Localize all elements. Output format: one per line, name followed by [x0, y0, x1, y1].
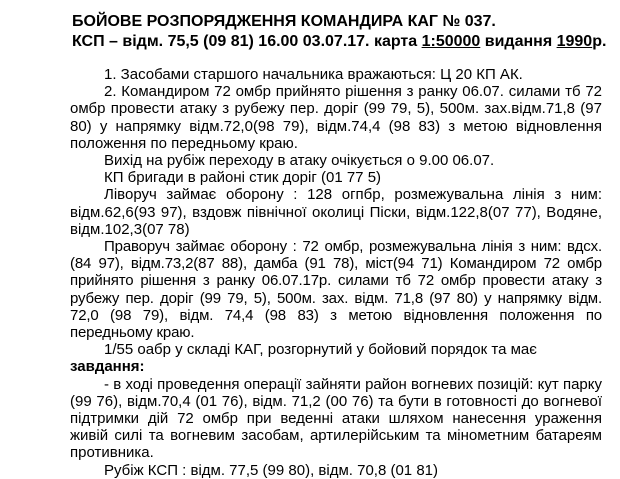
paragraph-9: - в ході проведення операції зайняти район вогневих позицій: кут парку (99 76), відм.70,4 (01 76), відм. 71,2 (00 76) та бути в готовності до вогневої підтримки дій 72 омбр при веденні атаки шляхом нанесення ураження живій силі та вогневим засобам, артилерійським та мінометним батареям противника.	[70, 375, 602, 462]
paragraph-7: 1/55 оабр у складі КАГ, розгорнутий у бойовий порядок та має	[104, 341, 537, 359]
header-subtitle	[72, 32, 607, 52]
paragraph-8: завдання:	[70, 358, 145, 376]
header-map-scale: 1:50000	[421, 33, 481, 50]
paragraph-1: 1. Засобами старшого начальника вражаються: Ц 20 КП АК.	[104, 66, 523, 83]
document-header	[72, 12, 607, 52]
paragraph-10: Рубіж КСП : відм. 77,5 (99 80), відм. 70,8 (01 81)	[104, 461, 438, 479]
header-edition-year: 1990	[556, 33, 593, 50]
paragraph-6: Праворуч займає оборону : 72 омбр, розмежувальна лінія з ним: вдсх.(84 97), відм.73,2(87 88), дамба (91 78), міст(94 71) Командиром 72 омбр прийнято рішення з ранку 06.07.17р. силами тб 72 омбр провести атаку з рубежу пер. доріг (99 79, 5), 500м. зах. відм. 71,8 (97 80) у напрямку відм. 72,0 (98 79), відм. 74,4 (98 83) з метою відновлення положення по передньому краю.	[70, 238, 602, 342]
header-year-suffix: р.	[592, 33, 607, 50]
paragraph-4: КП бригади в районі стик доріг (01 77 5)	[104, 169, 382, 187]
header-location: КСП – відм. 75,5 (09 81) 16.00 03.07.17. карта	[72, 33, 422, 50]
paragraph-3: Вихід на рубіж переходу в атаку очікується о 9.00 06.07.	[104, 152, 495, 170]
header-edition-label: видання	[480, 33, 557, 50]
header-title: БОЙОВЕ РОЗПОРЯДЖЕННЯ КОМАНДИРА КАГ № 037.	[72, 13, 496, 30]
paragraph-2: 2. Командиром 72 омбр прийнято рішення з ранку 06.07. силами тб 72 омбр провести атаку з рубежу пер. доріг (99 79, 5), 500м. зах.відм.71,8 (97 80) у напрямку відм.72,0(98 79), відм.74,4 (98 83) з метою відновлення положення по передньому краю.	[70, 83, 602, 152]
paragraph-5: Ліворуч займає оборону : 128 огпбр, розмежувальна лінія з ним: відм.62,6(93 97), вздовж північної околиці Піски, відм.122,8(07 77), Водяне, відм.102,3(07 78)	[70, 186, 602, 238]
document-body	[70, 66, 602, 479]
